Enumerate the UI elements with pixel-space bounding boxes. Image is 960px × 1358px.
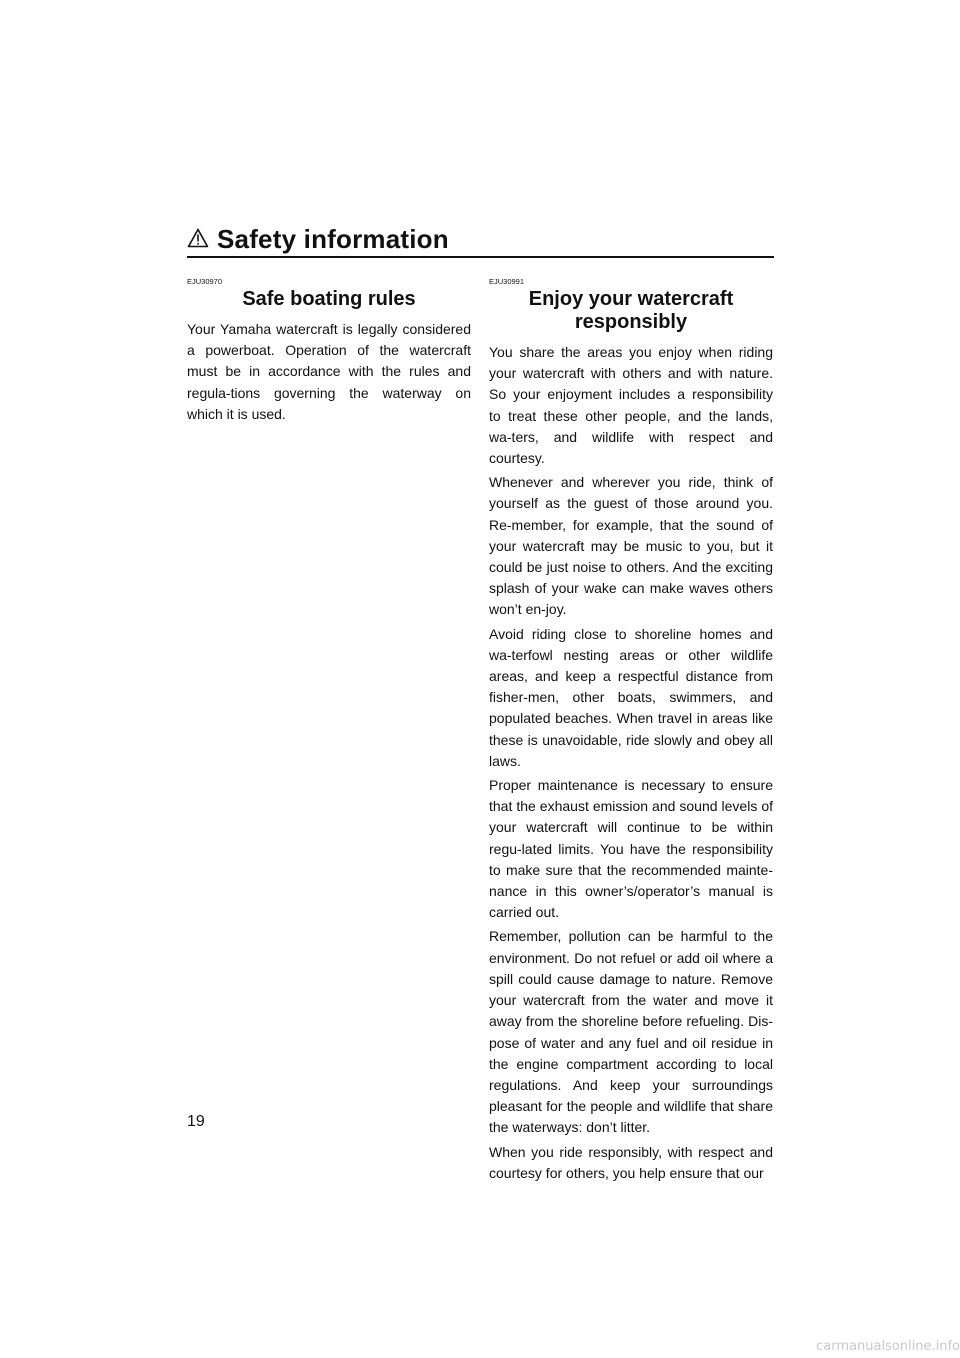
paragraph: Whenever and wherever you ride, think of yourself as the guest of those around you. Re-member, for example, that the sound of your watercraft may be music to you, but it could be just noise to others. And the exciting splash of your wake can make waves others won’t en-joy. — [489, 474, 773, 618]
watermark: carmanualsonline.info — [816, 1339, 960, 1354]
paragraph: Avoid riding close to shoreline homes and wa-terfowl nesting areas or other wildlife areas, and keep a respectful distance from fisher-men, other boats, swimmers, and populated beaches. When travel in areas like these is unavoidable, ride slowly and obey all laws. — [489, 625, 773, 769]
right-column — [489, 277, 773, 1187]
section-heading: Enjoy your watercraft responsibly — [528, 288, 734, 333]
page-header — [187, 222, 774, 258]
paragraph: Proper maintenance is necessary to ensure that the exhaust emission and sound levels of your watercraft will continue to be within regu-lated limits. You have the responsibility to make sure that the recommended mainte-nance in this owner’s/operator’s manual is carried out. — [489, 777, 773, 921]
paragraph: Your Yamaha watercraft is legally considered a powerboat. Operation of the watercraft must be in accordance with the rules and regula-tions governing the waterway on which it is used. — [187, 321, 471, 422]
section-code: EJU30991 — [489, 277, 525, 286]
paragraph: You share the areas you enjoy when riding your watercraft with others and with nature. So your enjoyment includes a responsibility to treat these other people, and the lands, wa-ters, and wildlife with respect and courtesy. — [489, 344, 773, 467]
section-heading: Safe boating rules — [242, 288, 416, 310]
paragraph: When you ride responsibly, with respect and courtesy for others, you help ensure that our — [489, 1143, 773, 1181]
left-column — [187, 277, 471, 428]
paragraph: Remember, pollution can be harmful to the environment. Do not refuel or add oil where a spill could cause damage to nature. Remove your watercraft from the water and move it away from the shoreline before refueling. Dis-pose of water and any fuel and oil residue in the engine compartment according to local regulations. And keep your surroundings pleasant for the people and wildlife that share the waterways: don’t litter. — [489, 928, 773, 1136]
page-number: 19 — [187, 1113, 205, 1130]
section-code: EJU30970 — [187, 277, 223, 286]
warning-triangle-icon — [187, 228, 209, 248]
page-title: Safety information — [217, 224, 449, 254]
